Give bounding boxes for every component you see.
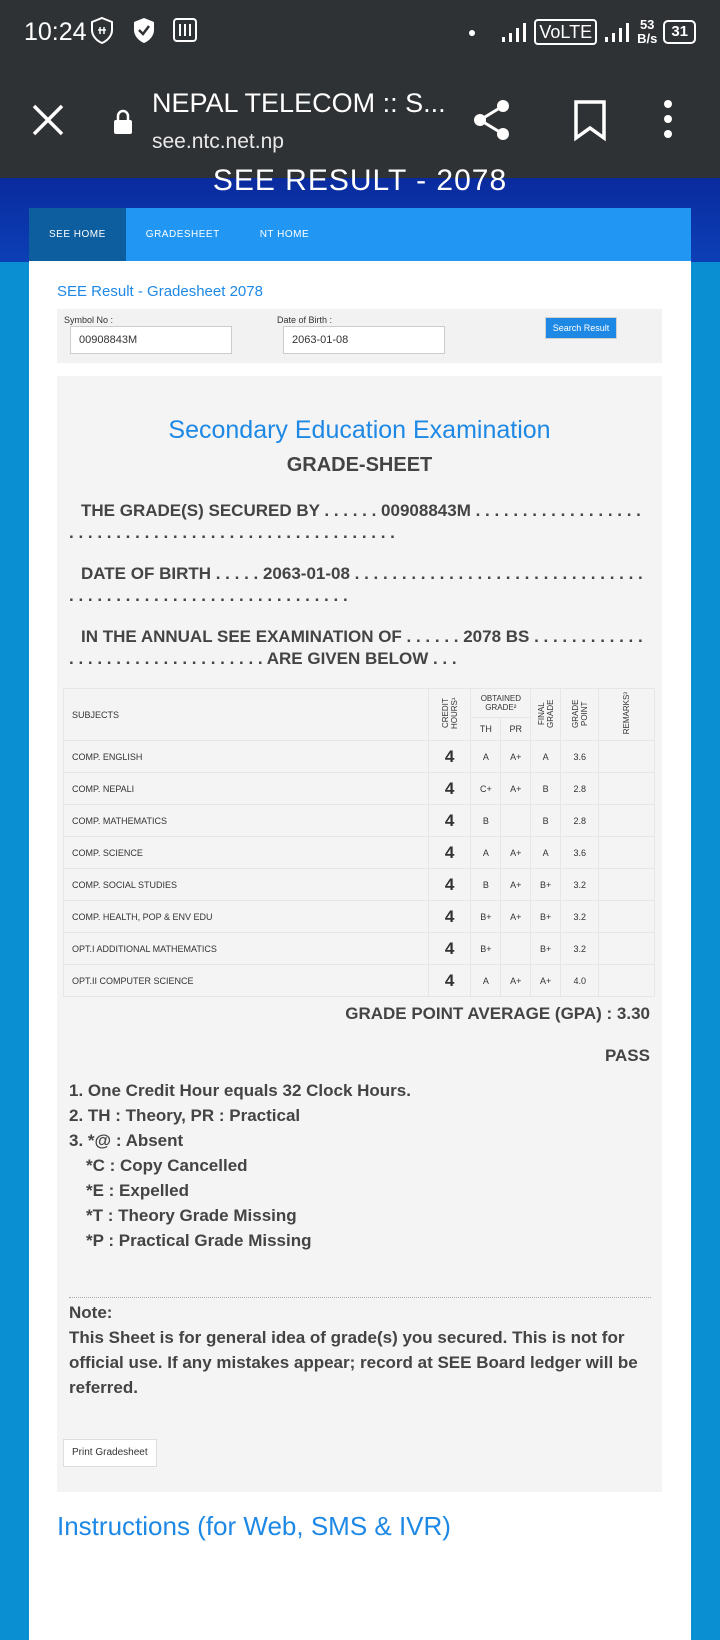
dob-input[interactable]: 2063-01-08 (283, 326, 445, 354)
grade-point-cell: 3.2 (561, 933, 599, 965)
status-time: 10:24 (24, 18, 87, 46)
legend-item: *C : Copy Cancelled (86, 1156, 248, 1175)
legend (69, 1078, 411, 1253)
instructions-heading[interactable]: Instructions (for Web, SMS & IVR) (57, 1511, 451, 1541)
gpa-text: GRADE POINT AVERAGE (GPA) : 3.30 (345, 1004, 650, 1023)
sheet-subtitle: GRADE-SHEET (286, 454, 433, 476)
speed-unit: B/s (637, 31, 658, 46)
grades-table (63, 688, 655, 997)
dob-line: DATE OF BIRTH . . . . . 2063-01-08 . . . . . . . . . . . . . . . . . . . . . . . . . . . . . . . . . . . . . . . . . . . . . . . . . . . . . . . . . . . . . (69, 564, 643, 605)
subject-cell: OPT.I ADDITIONAL MATHEMATICS (64, 933, 429, 965)
secured-by-line: THE GRADE(S) SECURED BY . . . . . . 00908843M . . . . . . . . . . . . . . . . . . . . . . . . . . . . . . . . . . . . . . . . . . . . . . . . . . . . . (69, 501, 641, 542)
nav-nt-home[interactable]: NT HOME (259, 229, 310, 240)
signal-icon-2 (603, 21, 631, 43)
final-grade-cell: B+ (531, 869, 561, 901)
th-grade-cell: B (471, 869, 501, 901)
table-row (64, 805, 655, 837)
table-row (64, 965, 655, 997)
table-row (64, 901, 655, 933)
col-remarks-label: REMARKS³ (622, 692, 632, 735)
status-bar (0, 0, 720, 64)
divider (69, 1297, 651, 1298)
th-grade-cell: B+ (471, 933, 501, 965)
print-gradesheet-button[interactable]: Print Gradesheet (63, 1439, 157, 1467)
final-grade-cell: B (531, 805, 561, 837)
legend-item: 1. One Credit Hour equals 32 Clock Hours. (69, 1081, 411, 1100)
bookmark-icon[interactable] (572, 98, 608, 142)
subject-cell: OPT.II COMPUTER SCIENCE (64, 965, 429, 997)
grade-point-cell: 3.2 (561, 869, 599, 901)
nav-see-home[interactable]: SEE HOME (29, 208, 126, 261)
share-icon[interactable] (470, 98, 514, 142)
sheet-title: Secondary Education Examination (168, 416, 551, 444)
grade-point-cell: 2.8 (561, 773, 599, 805)
pr-grade-cell: A+ (501, 965, 531, 997)
symbol-label: Symbol No : (64, 315, 114, 325)
credit-cell: 4 (428, 869, 471, 901)
final-grade-cell: B+ (531, 933, 561, 965)
credit-cell: 4 (428, 837, 471, 869)
th-grade-cell: B (471, 805, 501, 837)
close-icon[interactable] (28, 100, 68, 140)
remarks-cell (599, 837, 655, 869)
col-final-label: FINAL GRADE (536, 699, 555, 728)
th-grade-cell: C+ (471, 773, 501, 805)
col-final (531, 689, 561, 741)
remarks-cell (599, 869, 655, 901)
credit-cell: 4 (428, 805, 471, 837)
grade-point-cell: 3.6 (561, 741, 599, 773)
exam-line: IN THE ANNUAL SEE EXAMINATION OF . . . . . . 2078 BS . . . . . . . . . . . . . . . . . . . . . . . . . . . . . . . . . ARE GIVEN BELOW . . . (69, 627, 643, 668)
th-grade-cell: A (471, 837, 501, 869)
table-row (64, 773, 655, 805)
final-grade-cell: A (531, 741, 561, 773)
table-row (64, 741, 655, 773)
remarks-cell (599, 933, 655, 965)
legend-item: *P : Practical Grade Missing (86, 1231, 312, 1250)
remarks-cell (599, 965, 655, 997)
col-obtained: OBTAINED GRADE² (471, 689, 531, 718)
table-row (64, 869, 655, 901)
more-menu-icon[interactable] (660, 98, 676, 142)
pr-grade-cell: A+ (501, 837, 531, 869)
credit-cell: 4 (428, 773, 471, 805)
signal-icon (500, 21, 528, 43)
col-pr: PR (501, 718, 531, 741)
grade-point-cell: 4.0 (561, 965, 599, 997)
legend-item: *E : Expelled (86, 1181, 189, 1200)
subject-cell: COMP. ENGLISH (64, 741, 429, 773)
subject-cell: COMP. SCIENCE (64, 837, 429, 869)
col-subjects: SUBJECTS (64, 689, 429, 741)
pr-grade-cell: A+ (501, 773, 531, 805)
grade-point-cell: 3.6 (561, 837, 599, 869)
credit-cell: 4 (428, 933, 471, 965)
pr-grade-cell: A+ (501, 741, 531, 773)
credit-cell: 4 (428, 901, 471, 933)
grade-point-cell: 3.2 (561, 901, 599, 933)
credit-cell: 4 (428, 965, 471, 997)
subject-cell: COMP. MATHEMATICS (64, 805, 429, 837)
result-text: PASS (604, 1046, 650, 1065)
search-form (57, 309, 662, 363)
main-nav (29, 208, 691, 261)
speed-value: 53 (639, 17, 655, 32)
table-row (64, 837, 655, 869)
pr-grade-cell (501, 805, 531, 837)
table-row (64, 933, 655, 965)
main-content (29, 261, 691, 1640)
banner-title: SEE RESULT - 2078 (212, 164, 508, 197)
subject-cell: COMP. NEPALI (64, 773, 429, 805)
th-grade-cell: B+ (471, 901, 501, 933)
shield-check-icon (132, 16, 156, 44)
final-grade-cell: B+ (531, 901, 561, 933)
pr-grade-cell (501, 933, 531, 965)
note-title: Note: (69, 1303, 113, 1322)
col-credit-label: CREDIT HOURS¹ (440, 697, 459, 730)
remarks-cell (599, 805, 655, 837)
page-title: NEPAL TELECOM :: S... (152, 88, 446, 118)
th-grade-cell: A (471, 965, 501, 997)
remarks-cell (599, 741, 655, 773)
legend-item: 3. *@ : Absent (69, 1131, 184, 1150)
grade-point-cell: 2.8 (561, 805, 599, 837)
final-grade-cell: A (531, 837, 561, 869)
legend-item: 2. TH : Theory, PR : Practical (69, 1106, 301, 1125)
remarks-cell (599, 901, 655, 933)
volte-badge: VoLTE (534, 19, 597, 45)
search-result-button[interactable]: Search Result (545, 317, 617, 339)
paytm-icon (172, 16, 198, 44)
pr-grade-cell: A+ (501, 901, 531, 933)
remarks-cell (599, 773, 655, 805)
network-speed (637, 18, 657, 46)
col-th: TH (471, 718, 501, 741)
legend-item: *T : Theory Grade Missing (86, 1206, 297, 1225)
dob-label: Date of Birth : (277, 315, 333, 325)
url-text[interactable]: see.ntc.net.np (152, 130, 284, 153)
note-text: This Sheet is for general idea of grade(s) you secured. This is not for official use. If any mistakes appear; record at SEE Board ledger will be referred. (69, 1328, 638, 1397)
final-grade-cell: B (531, 773, 561, 805)
th-grade-cell: A (471, 741, 501, 773)
symbol-input[interactable]: 00908843M (70, 326, 232, 354)
credit-cell: 4 (428, 741, 471, 773)
gradesheet-heading[interactable]: SEE Result - Gradesheet 2078 (57, 283, 263, 300)
status-right (468, 18, 696, 46)
pr-grade-cell: A+ (501, 869, 531, 901)
battery-icon: 31 (663, 20, 696, 44)
col-credit (428, 689, 471, 741)
col-gp-label: GRADE POINT (570, 699, 589, 728)
subject-cell: COMP. SOCIAL STUDIES (64, 869, 429, 901)
lock-icon (112, 108, 134, 136)
subject-cell: COMP. HEALTH, POP & ENV EDU (64, 901, 429, 933)
grade-sheet (57, 376, 662, 1492)
browser-toolbar (0, 64, 720, 178)
shield-icon (90, 16, 114, 44)
nav-gradesheet[interactable]: GRADESHEET (145, 229, 220, 240)
note (69, 1300, 649, 1400)
col-gp (561, 689, 599, 741)
final-grade-cell: A+ (531, 965, 561, 997)
col-remarks (599, 689, 655, 741)
dot-icon: ● (467, 24, 477, 40)
